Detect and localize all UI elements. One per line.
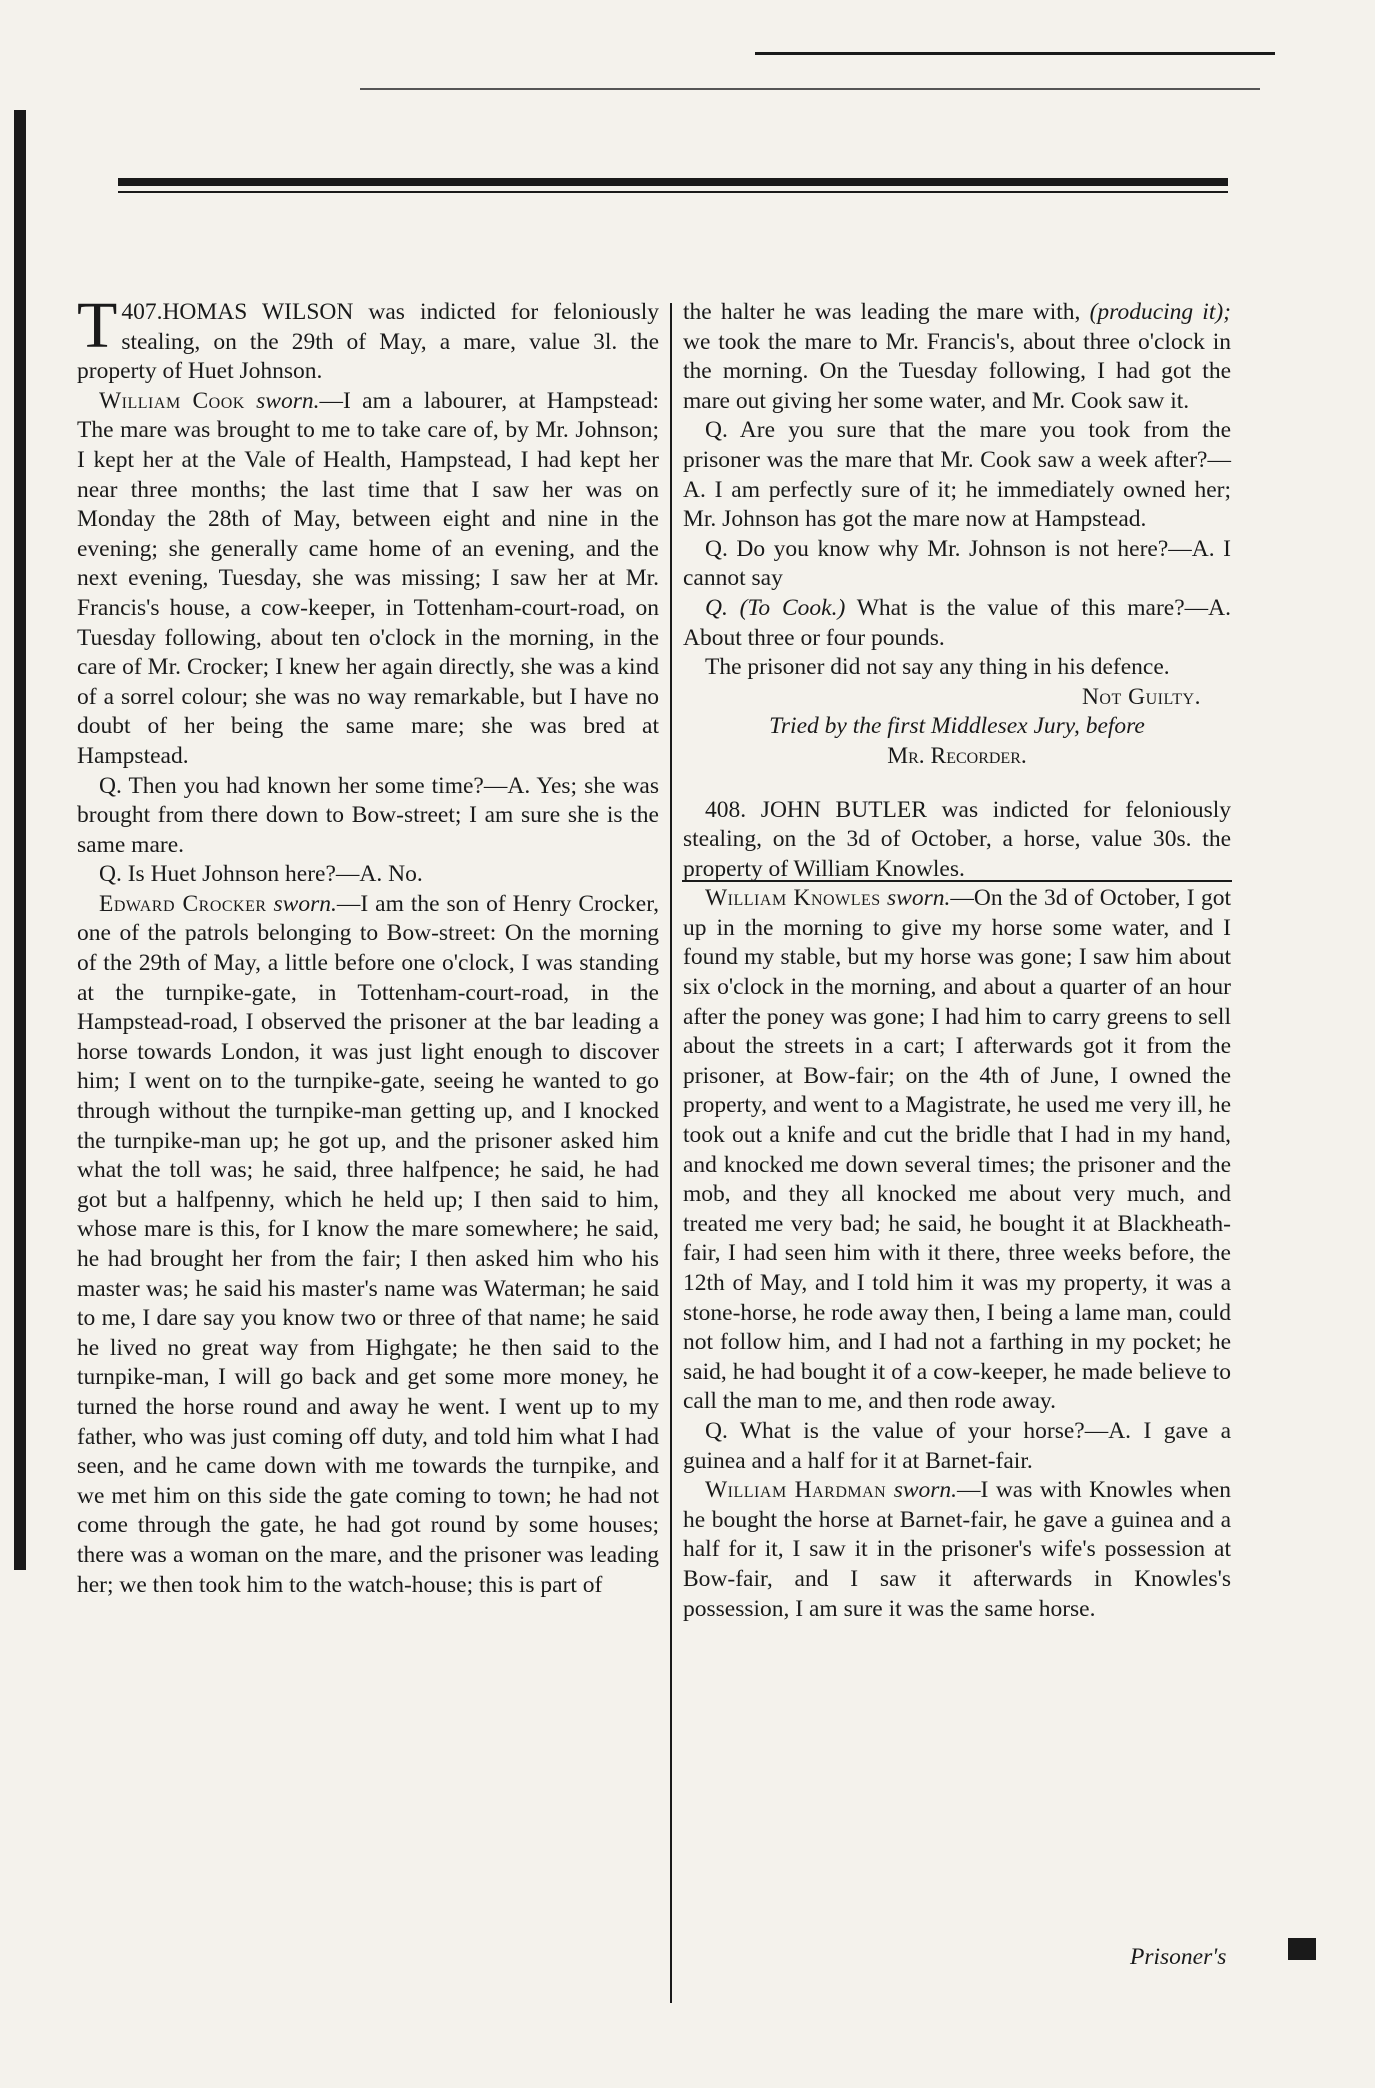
column-divider [670,303,672,2003]
crocker-continuation: the halter he was leading the mare with, (producing it); we took the mare to Mr. Francis's, about three o'clock in the morning. On the Tuesday following, I had got the mare out giving her some water, and Mr. Cook saw it. [683,299,1232,414]
drop-cap: T [77,289,118,362]
tried-by-line-2: Mr. Recorder. [887,742,1027,769]
crocker-testimony: Edward Crocker sworn.—I am the son of Henry Crocker, one of the patrols belonging to Bow-street: On the morning of the 29th of May, a little before one o'clock, I was standing at the turnpike-gate, in Tottenham-court-road, in the Hampstead-road, I observed the prisoner at the bar leading a horse towards London, it was just light enough to discover him; I went on to the turnpike-gate, seeing he wanted to go through without the turnpike-man getting up, and I knocked the turnpike-man up; he got up, and the prisoner asked him what the toll was; he said, three halfpence; he said, he had got but a halfpenny, which he held up; I then said to him, whose mare is this, for I know the mare somewhere; he said, he had brought her from the fair; I then asked him who his master was; he said his master's name was Waterman; he said to me, I dare say you know two or three of that name; he said he lived no great way from Highgate; he then said to the turnpike-man, I will go back and get some more money, he turned the horse round and away he went. I went up to my father, who was just coming off duty, and told him what I had seen, and he came down with me towards the turnpike, and we met him on this side the gate coming to town; he had not come through the gate, he had got round by some houses; there was a woman on the mare, and the prisoner was leading her; we then took him to the watch-house; this is part of [77,890,659,1598]
question-3: Q. Are you sure that the mare you took from the prisoner was the mare that Mr. Cook saw a week after?—A. I am perfectly sure of it; he immediately owned her; Mr. Johnson has got the mare now at Hampstead. [683,417,1231,533]
verdict: Not Guilty. [1081,683,1201,710]
defence-statement: The prisoner did not say any thing in his defence. [705,654,1170,681]
tried-by-line-1: Tried by the first Middlesex Jury, before [769,713,1145,740]
right-column [683,298,1231,1624]
top-rule [755,52,1275,55]
header-rule-thin [118,191,1228,193]
case-408-heading: 408. JOHN BUTLER was indicted for feloniously stealing, on the 3d of October, a horse, value 30s. the property of William Knowles. [683,796,1231,882]
question-4: Q. Do you know why Mr. Johnson is not here?—A. I cannot say [683,535,1231,592]
header-rule [118,178,1228,186]
hardman-testimony: William Hardman sworn.—I was with Knowles when he bought the horse at Barnet-fair, he gave a guinea and a half for it, I saw it in the prisoner's wife's possession at Bow-fair, and I saw it afterwards in Knowles's possession, I am sure it was the same horse. [683,1477,1231,1622]
left-column [77,289,659,1600]
binding-edge [14,110,26,1570]
edge-mark [1288,1938,1316,1960]
top-thin-rule [360,88,1260,90]
case-407-heading: 407. T HOMAS WILSON was indicted for feloniously stealing, on the 29th of May, a mare, value 3l. the property of Huet Johnson. [77,289,659,385]
catchword: Prisoner's [1130,1944,1227,1970]
question-5: Q. (To Cook.) What is the value of this mare?—A. About three or four pounds. [683,594,1232,651]
knowles-testimony: William Knowles sworn.—On the 3d of October, I got up in the morning to give my horse some water, and I found my stable, but my horse was gone; I saw him about six o'clock in the morning, and about a quarter of an hour after the poney was gone; I had him to carry greens to sell about the streets in a cart; I afterwards got it from the prisoner, at Bow-fair; on the 4th of June, I owned the property, and went to a Magistrate, he used me very ill, he took out a knife and cut the bridle that I had in my hand, and knocked me down several times; the prisoner and the mob, and they all knocked me about very much, and treated me very bad; he said, he bought it at Blackheath-fair, I had seen him with it there, three weeks before, the 12th of May, and I told him it was my property, it was a stone-horse, he rode away then, I being a lame man, could not follow him, and I had not a farthing in my pocket; he said, he had bought it of a cow-keeper, he made believe to call the man to me, and then rode away. [683,885,1231,1415]
question-2: Q. Is Huet Johnson here?—A. No. [99,861,423,888]
question-6: Q. What is the value of your horse?—A. I gave a guinea and a half for it at Barnet-fair. [683,1417,1231,1474]
cook-testimony: William Cook sworn.—I am a labourer, at Hampstead: The mare was brought to me to take care of, by Mr. Johnson; I kept her at the Vale of Health, Hampstead, I had kept her near three months; the last time that I saw her was on Monday the 28th of May, between eight and nine in the evening; she generally came home of an evening, and the next evening, Tuesday, she was missing; I saw her at Mr. Francis's house, a cow-keeper, in Tottenham-court-road, on Tuesday following, about ten o'clock in the morning, in the care of Mr. Crocker; I knew her again directly, she was a kind of a sorrel colour; she was no way remarkable, but I have no doubt of her being the same mare; she was bred at Hampstead. [77,387,659,769]
question-1: Q. Then you had known her some time?—A. Yes; she was brought from there down to Bow-street; I am sure she is the same mare. [77,772,659,858]
